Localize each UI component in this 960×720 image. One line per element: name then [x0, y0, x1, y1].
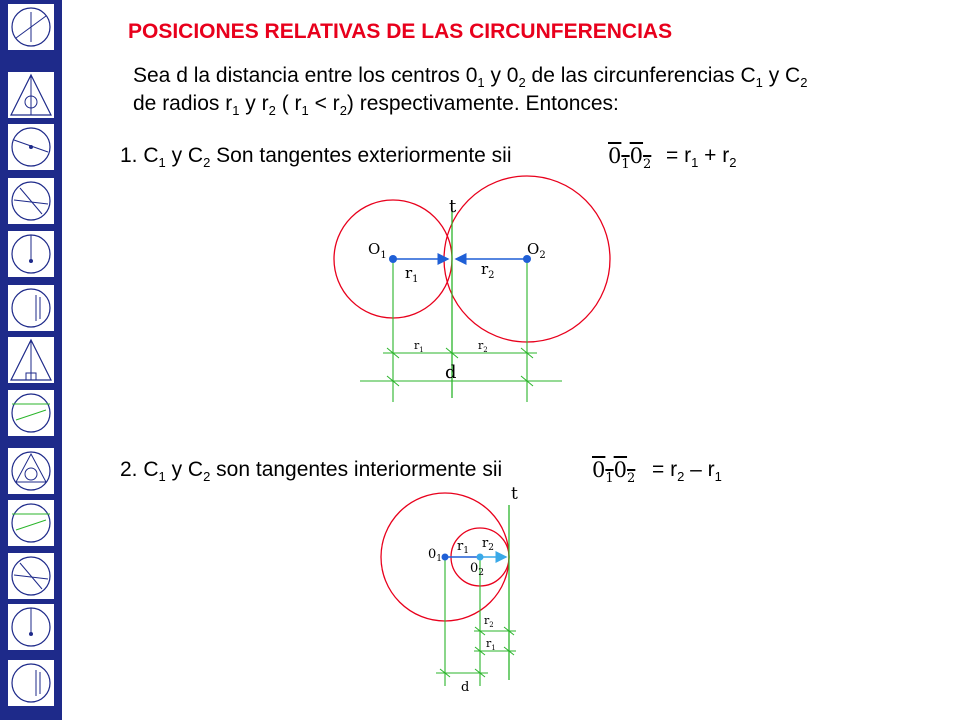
label-r1: $r_1$ [457, 539, 469, 556]
center-o2 [477, 554, 484, 561]
label-r1-dimension: $r_1$ [414, 339, 424, 354]
label-r2-dimension: $r_2$ [484, 614, 494, 629]
page-title: POSICIONES RELATIVAS DE LAS CIRCUNFERENCIAS [128, 20, 673, 43]
label-o1: $O_1$ [368, 240, 387, 261]
item-1-equation: = $r_1 + r_2$ [666, 144, 737, 171]
intro-line-1: Sea d la distancia entre los centros $0_1$ y $0_2$ de las circunferencias $C_1$ y $C_2$ [133, 64, 808, 91]
label-d: d [445, 362, 457, 383]
label-o1: $0_1$ [428, 547, 443, 564]
item-1-segment: $0_10_2$ [608, 144, 652, 173]
label-r2: $r_2$ [482, 536, 494, 553]
label-o2: $O_2$ [527, 240, 546, 261]
label-r1: $r_1$ [405, 264, 419, 285]
label-r2-dimension: $r_2$ [478, 339, 488, 354]
label-r2: $r_2$ [481, 260, 495, 281]
center-o1 [442, 554, 449, 561]
label-o2: $0_2$ [470, 561, 485, 578]
label-t: t [449, 196, 457, 217]
label-d: d [461, 680, 470, 695]
item-1-statement: 1. $C_1$ y $C_2$ Son tangentes exteriormente sii [120, 144, 512, 171]
item-2-equation: = $r_2 - r_1$ [652, 458, 722, 485]
intro-line-2: de radios $r_1$ y $r_2$ ( $r_1 < r_2$) respectivamente. Entonces: [133, 92, 619, 119]
label-r1-dimension: $r_1$ [486, 637, 496, 652]
label-t: t [511, 484, 518, 504]
item-2-statement: 2. $C_1$ y $C_2$ son tangentes interiormente sii [120, 458, 503, 485]
item-2-segment: $0_10_2$ [592, 458, 636, 487]
